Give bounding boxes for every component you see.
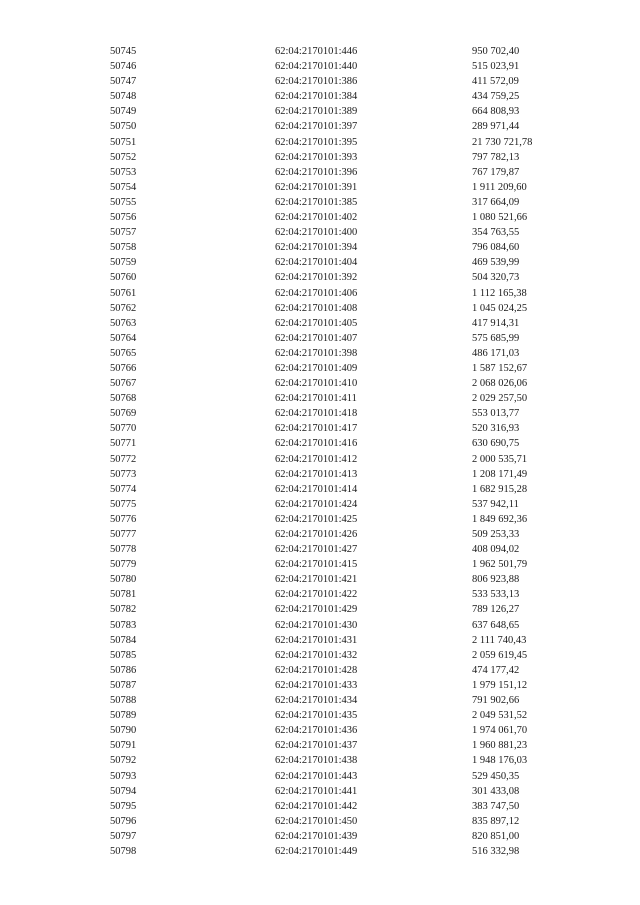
row-number: 50783: [110, 619, 137, 631]
table-row: [110, 119, 560, 134]
cadastral-number: 62:04:2170101:384: [275, 91, 358, 103]
cadastral-value: 529 450,35: [472, 770, 520, 782]
cadastral-number: 62:04:2170101:404: [275, 257, 358, 269]
cadastral-number: 62:04:2170101:392: [275, 272, 358, 284]
row-number: 50745: [110, 46, 137, 57]
cadastral-value-table: [110, 44, 560, 859]
row-number: 50781: [110, 589, 137, 601]
cadastral-value: 1 962 501,79: [472, 559, 528, 571]
table-row: [110, 693, 560, 708]
row-number: 50780: [110, 574, 137, 586]
cadastral-number: 62:04:2170101:397: [275, 121, 358, 133]
cadastral-number: 62:04:2170101:432: [275, 649, 358, 661]
cadastral-value: 383 747,50: [472, 800, 520, 812]
table-row: [110, 436, 560, 451]
cadastral-number: 62:04:2170101:429: [275, 604, 358, 616]
cadastral-number: 62:04:2170101:431: [275, 634, 358, 646]
row-number: 50747: [110, 76, 137, 88]
cadastral-number: 62:04:2170101:441: [275, 785, 358, 797]
cadastral-number: 62:04:2170101:413: [275, 468, 358, 480]
cadastral-value: 411 572,09: [472, 76, 519, 88]
cadastral-number: 62:04:2170101:446: [275, 46, 358, 57]
row-number: 50756: [110, 212, 137, 224]
cadastral-number: 62:04:2170101:433: [275, 679, 358, 691]
table-row: [110, 467, 560, 482]
cadastral-value: 575 685,99: [472, 332, 520, 344]
cadastral-value: 806 923,88: [472, 574, 520, 586]
row-number: 50793: [110, 770, 137, 782]
cadastral-number: 62:04:2170101:425: [275, 513, 358, 525]
cadastral-number: 62:04:2170101:389: [275, 106, 358, 118]
table-row: [110, 572, 560, 587]
table-row: [110, 784, 560, 799]
row-number: 50755: [110, 196, 137, 208]
cadastral-value: 2 000 535,71: [472, 453, 528, 465]
cadastral-number: 62:04:2170101:426: [275, 529, 358, 540]
table-row: [110, 361, 560, 376]
table-row: [110, 753, 560, 768]
table-row: [110, 74, 560, 89]
cadastral-number: 62:04:2170101:415: [275, 559, 358, 571]
row-number: 50760: [110, 272, 137, 284]
row-number: 50789: [110, 710, 137, 722]
row-number: 50797: [110, 830, 137, 842]
cadastral-number: 62:04:2170101:395: [275, 136, 358, 148]
cadastral-value: 520 316,93: [472, 423, 520, 435]
cadastral-number: 62:04:2170101:428: [275, 664, 358, 676]
cadastral-value: 2 059 619,45: [472, 649, 528, 661]
row-number: 50761: [110, 287, 137, 299]
cadastral-value: 21 730 721,78: [472, 136, 533, 148]
row-number: 50772: [110, 453, 137, 465]
row-number: 50777: [110, 529, 137, 540]
cadastral-value: 1 979 151,12: [472, 679, 528, 691]
row-number: 50784: [110, 634, 137, 646]
cadastral-number: 62:04:2170101:424: [275, 498, 358, 510]
cadastral-number: 62:04:2170101:412: [275, 453, 358, 465]
cadastral-value: 1 948 176,03: [472, 755, 528, 767]
table-row: [110, 769, 560, 784]
table-row: [110, 497, 560, 512]
cadastral-number: 62:04:2170101:439: [275, 830, 358, 842]
row-number: 50770: [110, 423, 137, 435]
cadastral-number: 62:04:2170101:430: [275, 619, 358, 631]
table-row: [110, 391, 560, 406]
row-number: 50775: [110, 498, 137, 510]
row-number: 50762: [110, 302, 137, 314]
table-row: [110, 738, 560, 753]
table-row: [110, 301, 560, 316]
table-row: [110, 286, 560, 301]
cadastral-value: 1 960 881,23: [472, 740, 528, 752]
row-number: 50788: [110, 695, 137, 707]
table-row: [110, 44, 560, 59]
cadastral-value: 637 648,65: [472, 619, 520, 631]
cadastral-number: 62:04:2170101:410: [275, 378, 358, 390]
cadastral-number: 62:04:2170101:411: [275, 393, 357, 405]
cadastral-number: 62:04:2170101:391: [275, 181, 358, 193]
cadastral-value: 2 029 257,50: [472, 393, 528, 405]
cadastral-number: 62:04:2170101:414: [275, 483, 358, 495]
cadastral-number: 62:04:2170101:400: [275, 227, 358, 239]
cadastral-number: 62:04:2170101:402: [275, 212, 358, 224]
cadastral-value: 789 126,27: [472, 604, 520, 616]
row-number: 50752: [110, 151, 137, 163]
cadastral-value: 301 433,08: [472, 785, 520, 797]
table-row: [110, 180, 560, 195]
cadastral-value: 1 849 692,36: [472, 513, 528, 525]
row-number: 50791: [110, 740, 137, 752]
row-number: 50754: [110, 181, 137, 193]
cadastral-number: 62:04:2170101:409: [275, 362, 358, 374]
cadastral-number: 62:04:2170101:386: [275, 76, 358, 88]
cadastral-number: 62:04:2170101:396: [275, 166, 358, 178]
table-row: [110, 89, 560, 104]
cadastral-number: 62:04:2170101:436: [275, 725, 358, 737]
row-number: 50778: [110, 544, 137, 556]
table-row: [110, 708, 560, 723]
row-number: 50796: [110, 815, 137, 827]
table-row: [110, 421, 560, 436]
cadastral-number: 62:04:2170101:393: [275, 151, 358, 163]
cadastral-number: 62:04:2170101:421: [275, 574, 358, 586]
cadastral-value: 2 111 740,43: [472, 634, 527, 646]
row-number: 50765: [110, 347, 137, 359]
row-number: 50790: [110, 725, 137, 737]
cadastral-number: 62:04:2170101:443: [275, 770, 358, 782]
table-row: [110, 376, 560, 391]
row-number: 50767: [110, 378, 137, 390]
cadastral-value: 469 539,99: [472, 257, 520, 269]
table-row: [110, 648, 560, 663]
cadastral-value: 509 253,33: [472, 529, 520, 540]
table-row: [110, 799, 560, 814]
table-row: [110, 331, 560, 346]
cadastral-value: 1 911 209,60: [472, 181, 527, 193]
cadastral-value: 533 533,13: [472, 589, 520, 601]
table-row: [110, 59, 560, 74]
cadastral-number: 62:04:2170101:394: [275, 242, 358, 254]
table-row: [110, 165, 560, 180]
table-row: [110, 512, 560, 527]
row-number: 50766: [110, 362, 137, 374]
cadastral-number: 62:04:2170101:427: [275, 544, 358, 556]
table-row: [110, 527, 560, 542]
row-number: 50753: [110, 166, 137, 178]
cadastral-value: 2 049 531,52: [472, 710, 528, 722]
row-number: 50794: [110, 785, 137, 797]
cadastral-number: 62:04:2170101:435: [275, 710, 358, 722]
cadastral-number: 62:04:2170101:434: [275, 695, 358, 707]
row-number: 50749: [110, 106, 137, 118]
row-number: 50776: [110, 513, 137, 525]
row-number: 50782: [110, 604, 137, 616]
table-row: [110, 844, 560, 859]
cadastral-value: 515 023,91: [472, 61, 520, 73]
row-number: 50795: [110, 800, 137, 812]
cadastral-number: 62:04:2170101:417: [275, 423, 358, 435]
row-number: 50785: [110, 649, 137, 661]
row-number: 50746: [110, 61, 137, 73]
cadastral-value: 408 094,02: [472, 544, 520, 556]
cadastral-value: 1 974 061,70: [472, 725, 528, 737]
cadastral-number: 62:04:2170101:398: [275, 347, 358, 359]
cadastral-value: 516 332,98: [472, 845, 520, 857]
row-number: 50798: [110, 845, 137, 857]
table-row: [110, 225, 560, 240]
table-row: [110, 240, 560, 255]
table-row: [110, 346, 560, 361]
cadastral-value: 664 808,93: [472, 106, 520, 118]
cadastral-value: 630 690,75: [472, 438, 520, 450]
cadastral-value: 820 851,00: [472, 830, 520, 842]
cadastral-value: 354 763,55: [472, 227, 520, 239]
cadastral-value: 835 897,12: [472, 815, 520, 827]
row-number: 50751: [110, 136, 137, 148]
table-row: [110, 482, 560, 497]
cadastral-value: 950 702,40: [472, 46, 520, 57]
row-number: 50779: [110, 559, 137, 571]
cadastral-value: 1 208 171,49: [472, 468, 528, 480]
row-number: 50786: [110, 664, 137, 676]
row-number: 50792: [110, 755, 137, 767]
table-row: [110, 406, 560, 421]
row-number: 50758: [110, 242, 137, 254]
table-row: [110, 557, 560, 572]
cadastral-number: 62:04:2170101:438: [275, 755, 358, 767]
table-row: [110, 602, 560, 617]
table-row: [110, 195, 560, 210]
cadastral-value: 2 068 026,06: [472, 378, 528, 390]
cadastral-value: 1 112 165,38: [472, 287, 527, 299]
cadastral-value: 767 179,87: [472, 166, 520, 178]
row-number: 50771: [110, 438, 137, 450]
table-row: [110, 452, 560, 467]
row-number: 50763: [110, 317, 137, 329]
cadastral-value: 1 045 024,25: [472, 302, 528, 314]
cadastral-number: 62:04:2170101:418: [275, 408, 358, 420]
cadastral-value: 486 171,03: [472, 347, 520, 359]
cadastral-number: 62:04:2170101:385: [275, 196, 358, 208]
table-row: [110, 542, 560, 557]
table-row: [110, 663, 560, 678]
table-row: [110, 618, 560, 633]
cadastral-value: 1 080 521,66: [472, 212, 528, 224]
table-row: [110, 210, 560, 225]
cadastral-value: 537 942,11: [472, 498, 519, 510]
table-row: [110, 814, 560, 829]
table-row: [110, 723, 560, 738]
cadastral-value: 434 759,25: [472, 91, 520, 103]
row-number: 50769: [110, 408, 137, 420]
cadastral-number: 62:04:2170101:440: [275, 61, 358, 73]
cadastral-number: 62:04:2170101:416: [275, 438, 358, 450]
row-number: 50774: [110, 483, 137, 495]
cadastral-number: 62:04:2170101:408: [275, 302, 358, 314]
row-number: 50748: [110, 91, 137, 103]
table-row: [110, 633, 560, 648]
table-row: [110, 104, 560, 119]
cadastral-value: 553 013,77: [472, 408, 520, 420]
table-row: [110, 255, 560, 270]
cadastral-value: 1 587 152,67: [472, 362, 528, 374]
cadastral-value: 791 902,66: [472, 695, 520, 707]
cadastral-number: 62:04:2170101:449: [275, 845, 358, 857]
cadastral-number: 62:04:2170101:405: [275, 317, 358, 329]
cadastral-value: 1 682 915,28: [472, 483, 528, 495]
cadastral-value: 796 084,60: [472, 242, 520, 254]
row-number: 50768: [110, 393, 137, 405]
row-number: 50773: [110, 468, 137, 480]
row-number: 50759: [110, 257, 137, 269]
cadastral-value: 474 177,42: [472, 664, 520, 676]
table-row: [110, 316, 560, 331]
table-row: [110, 829, 560, 844]
cadastral-number: 62:04:2170101:407: [275, 332, 358, 344]
cadastral-number: 62:04:2170101:442: [275, 800, 358, 812]
cadastral-number: 62:04:2170101:422: [275, 589, 358, 601]
cadastral-value: 417 914,31: [472, 317, 520, 329]
cadastral-number: 62:04:2170101:406: [275, 287, 358, 299]
row-number: 50757: [110, 227, 137, 239]
row-number: 50764: [110, 332, 137, 344]
cadastral-value: 289 971,44: [472, 121, 520, 133]
row-number: 50787: [110, 679, 137, 691]
table-row: [110, 135, 560, 150]
cadastral-number: 62:04:2170101:437: [275, 740, 358, 752]
table-row: [110, 150, 560, 165]
row-number: 50750: [110, 121, 137, 133]
table-row: [110, 678, 560, 693]
table-row: [110, 587, 560, 602]
cadastral-value: 504 320,73: [472, 272, 520, 284]
cadastral-number: 62:04:2170101:450: [275, 815, 358, 827]
cadastral-value: 317 664,09: [472, 196, 520, 208]
table-row: [110, 270, 560, 285]
cadastral-value: 797 782,13: [472, 151, 520, 163]
